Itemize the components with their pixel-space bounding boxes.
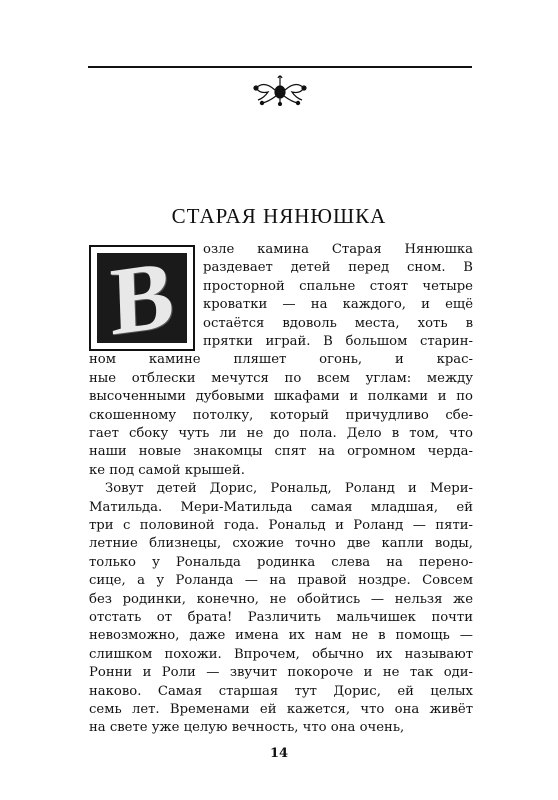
text-line: без родинки, конечно, не обойтись — нельзя же (89, 591, 473, 607)
text-line: озле камина Старая Нянюшка (203, 242, 473, 257)
text-line: прятки играй. В большом старин- (203, 334, 473, 349)
text-line: три с половиной года. Рональд и Роланд — пяти- (89, 518, 473, 533)
page-number: 14 (269, 746, 289, 761)
drop-cap-box (89, 239, 195, 356)
text-line: Ронни и Роли — звучит покороче и не так оди- (89, 665, 473, 681)
text-line: летние близнецы, схожие точно две капли воды, (89, 536, 473, 552)
header-rule (88, 66, 472, 68)
text-line: просторной спальне стоят четыре (203, 278, 473, 294)
text-line: слишком похожи. Впрочем, обычно их называют (89, 646, 473, 662)
drop-cap-letter: В (108, 239, 176, 356)
text-line: ном камине пляшет огонь, и крас- (89, 352, 473, 368)
text-line: ные отблески мечутся по всем углам: между (89, 370, 473, 386)
text-line: остаётся вдоволь места, хоть в (203, 315, 473, 331)
text-line: ке под самой крышей. (89, 462, 245, 478)
text-line: отстать от брата! Различить мальчишек почти (89, 610, 473, 625)
text-line: только у Рональда родинка слева на перено- (89, 554, 473, 570)
text-line: Матильда. Мери-Матильда самая младшая, ей (89, 499, 473, 515)
flourish-ornament-icon (250, 72, 310, 106)
text-line: кроватки — на каждого, и ещё (203, 297, 473, 313)
text-line: Зовут детей Дорис, Рональд, Роланд и Мери- (105, 481, 473, 497)
text-line: раздевает детей перед сном. В (203, 260, 473, 276)
text-line: невозможно, даже имена их нам не в помощь — (89, 628, 473, 644)
chapter-title: СТАРАЯ НЯНЮШКА (171, 204, 387, 228)
text-line: сице, а у Роланда — на правой ноздре. Совсем (89, 573, 473, 589)
text-line: наково. Самая старшая тут Дорис, ей целых (89, 683, 473, 699)
text-line: наши новые знакомцы спят на огромном черда- (89, 444, 473, 460)
text-line: гает сбоку чуть ли не до пола. Дело в том, что (89, 426, 473, 441)
text-line: семь лет. Временами ей кажется, что она живёт (89, 702, 473, 717)
text-line: скошенному потолку, который причудливо сбе- (89, 407, 473, 423)
text-line: на свете уже целую вечность, что она очень, (89, 720, 405, 736)
text-line: высоченными дубовыми шкафами и полками и по (89, 389, 473, 405)
